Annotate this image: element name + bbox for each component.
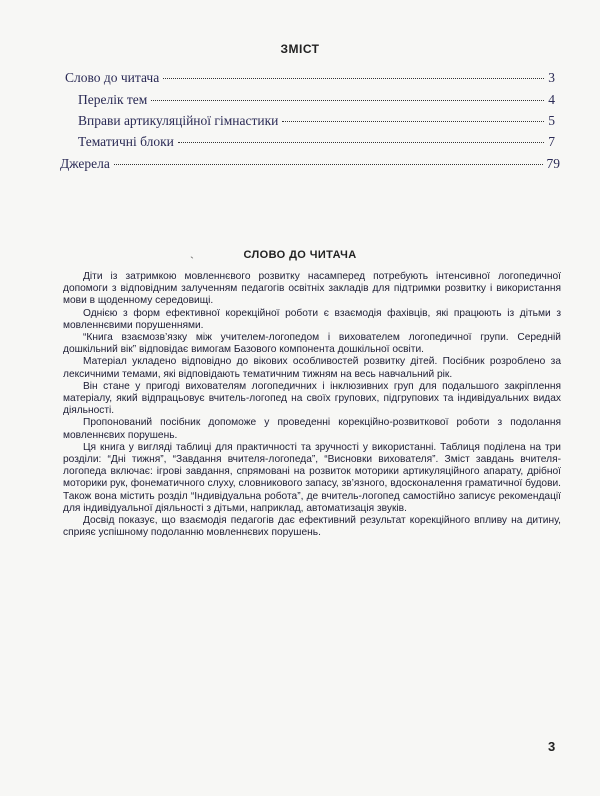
toc-leader-dots: [163, 78, 544, 79]
paragraph: “Книга взаємозв’язку між учителем-логопедом і вихователем логопедичної групи. Середній дошкільний вік” відповідає вимогам Базового компонента дошкільної освіти.: [63, 332, 561, 356]
scan-speck: ˎ: [190, 245, 194, 259]
toc-entry[interactable]: [78, 134, 555, 150]
toc-leader-dots: [282, 121, 544, 122]
toc-entry[interactable]: [78, 113, 555, 129]
toc-entry-page: 7: [548, 134, 555, 149]
toc-leader-dots: [114, 164, 543, 165]
paragraph: Пропонований посібник допоможе у проведенні корекційно-розвиткової роботи з подолання мовленнєвих порушень.: [63, 417, 561, 441]
preface-body: [63, 271, 561, 539]
toc-leader-dots: [151, 100, 544, 101]
toc-entry-page: 5: [548, 113, 555, 128]
toc-entry-title: Вправи артикуляційної гімнастики: [78, 113, 279, 128]
toc-entry-title: Перелік тем: [78, 92, 148, 107]
paragraph: Діти із затримкою мовленнєвого розвитку насамперед потребують інтенсивної логопедичної допомоги з відповідним залученням педагогів освітніх закладів для підтримки розвитку і використання мови в щоденному середовищі.: [63, 271, 561, 307]
toc-entry-page: 4: [548, 92, 555, 107]
paragraph: Однією з форм ефективної корекційної роботи є взаємодія фахівців, які працюють із дітьми з мовленнєвими порушеннями.: [63, 307, 561, 331]
paragraph: Він стане у пригоді вихователям логопедичних і інклюзивних груп для подальшого закріплення матеріалу, який відпрацьовує вчитель-логопед на своїх групових, підгрупових та індивідуальних видах діяльності.: [63, 380, 561, 417]
toc-entry-title: Тематичні блоки: [78, 134, 174, 149]
toc-entry[interactable]: [60, 156, 560, 172]
toc-leader-dots: [178, 142, 544, 143]
toc-entry-page: 3: [548, 70, 555, 85]
toc-entry-title: Слово до читача: [65, 70, 160, 85]
toc-entry[interactable]: [65, 70, 555, 86]
paragraph: Досвід показує, що взаємодія педагогів дає ефективний результат корекційного впливу на дитину, сприяє успішному подоланню мовленнєвих порушень.: [63, 515, 561, 539]
paragraph: Матеріал укладено відповідно до вікових особливостей розвитку дітей. Посібник розроблено за лексичними темами, які відповідають тематичним тижням на весь навчальний рік.: [63, 356, 561, 380]
paragraph: Ця книга у вигляді таблиці для практичності та зручності у використанні. Таблиця поділена на три розділи: “Дні тижня”, “Завдання вчителя-логопеда”, “Висновки вихователя”. Зміст завдань вчителя-логопеда включає: ігрові завдання, спрямовані на розвиток моторики артикуляційного апарату, дрібної моторики рук, фонематичного слуху, словникового запасу, зв’язного, вдосконалення граматичної будови. Також вона містить розділ “Індивідуальна робота”, де вчитель-логопед самостійно записує рекомендації для індивідуальної діяльності з дітьми, наприклад, автоматизація звуків.: [63, 441, 561, 514]
toc-entry-page: 79: [546, 156, 560, 171]
preface-heading: СЛОВО ДО ЧИТАЧА: [243, 249, 357, 261]
toc-entry[interactable]: [78, 92, 555, 108]
toc-entry-title: Джерела: [60, 156, 110, 171]
toc-heading: ЗМІСТ: [280, 42, 320, 56]
page-number: 3: [548, 739, 556, 754]
